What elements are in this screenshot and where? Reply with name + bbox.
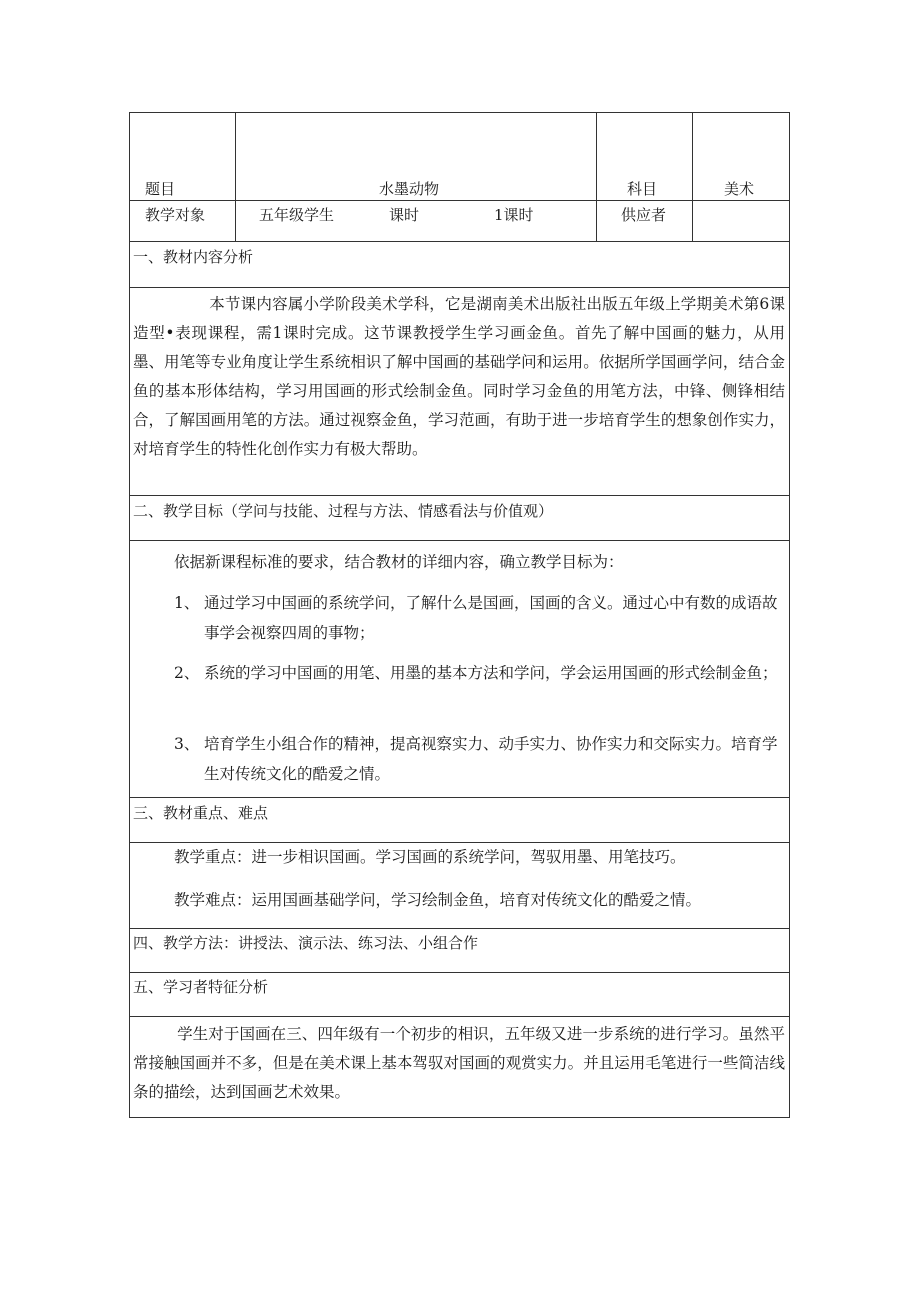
goal-text: 培育学生小组合作的精神，提高视察实力、动手实力、协作实力和交际实力。培育学生对传统文化的酷爱之情。 (204, 735, 778, 783)
goal-number: 1、 (174, 594, 200, 612)
key-point: 教学重点：进一步相识国画。学习国画的系统学问，驾驭用墨、用笔技巧。 (174, 848, 686, 866)
section3-heading: 三、教材重点、难点 (133, 804, 269, 822)
lesson-plan-table (129, 112, 790, 1118)
difficult-point: 教学难点：运用国画基础学问，学习绘制金鱼，培育对传统文化的酷爱之情。 (174, 891, 702, 909)
title-label: 题目 (145, 180, 176, 198)
col-divider-1 (235, 113, 236, 241)
row-divider (130, 540, 789, 541)
row-divider (130, 972, 789, 973)
section5-text: 学生对于国画在三、四年级有一个初步的相识，五年级又进一步系统的进行学习。虽然平常接触国画并不多，但是在美术课上基本驾驭对国画的观赏实力。并且运用毛笔进行一些简洁线条的描绘，达到国画艺术效果。 (133, 1025, 785, 1101)
hours-value: 1课时 (494, 206, 534, 224)
subject-label: 科目 (627, 180, 658, 198)
section2-intro: 依据新课程标准的要求，结合教材的详细内容，确立教学目标为： (174, 553, 624, 571)
row-divider (130, 200, 789, 201)
goal-item-1 (174, 588, 786, 648)
goal-number: 3、 (174, 735, 200, 753)
supplier-label: 供应者 (621, 206, 667, 224)
goal-text: 通过学习中国画的系统学问，了解什么是国画，国画的含义。通过心中有数的成语故事学会视察四周的事物； (204, 594, 778, 642)
row-divider (130, 928, 789, 929)
col-divider-3 (692, 113, 693, 241)
hours-label: 课时 (389, 206, 420, 224)
row-divider (130, 241, 789, 242)
subject-value: 美术 (724, 180, 755, 198)
section1-paragraph (133, 290, 785, 464)
section4-heading: 四、教学方法：讲授法、演示法、练习法、小组合作 (133, 934, 479, 952)
section1-text: 本节课内容属小学阶段美术学科，它是湖南美术出版社出版五年级上学期美术第6课造型•表现课程，需1课时完成。这节课教授学生学习画金鱼。首先了解中国画的魅力，从用墨、用笔等专业角度让学生系统相识了解中国画的基础学问和运用。依据所学国画学问，结合金鱼的基本形体结构，学习用国画的形式绘制金鱼。同时学习金鱼的用笔方法，中锋、侧锋相结合，了解国画用笔的方法。通过视察金鱼，学习范画，有助于进一步培育学生的想象创作实力，对培育学生的特性化创作实力有极大帮助。 (133, 295, 785, 458)
row-divider (130, 842, 789, 843)
goal-number: 2、 (174, 664, 200, 682)
title-value: 水墨动物 (379, 180, 440, 198)
goal-item-2 (174, 658, 786, 688)
col-divider-2 (596, 113, 597, 241)
goal-text: 系统的学习中国画的用笔、用墨的基本方法和学问，学会运用国画的形式绘制金鱼； (204, 664, 778, 682)
row-divider (130, 1016, 789, 1017)
section5-paragraph (133, 1020, 785, 1107)
section1-heading: 一、教材内容分析 (133, 248, 254, 266)
row-divider (130, 287, 789, 288)
row-divider (130, 495, 789, 496)
audience-label: 教学对象 (145, 206, 206, 224)
row-divider (130, 797, 789, 798)
audience-value: 五年级学生 (259, 206, 335, 224)
goal-item-3 (174, 729, 786, 789)
section2-heading: 二、教学目标（学问与技能、过程与方法、情感看法与价值观） (133, 502, 554, 520)
section5-heading: 五、学习者特征分析 (133, 978, 269, 996)
